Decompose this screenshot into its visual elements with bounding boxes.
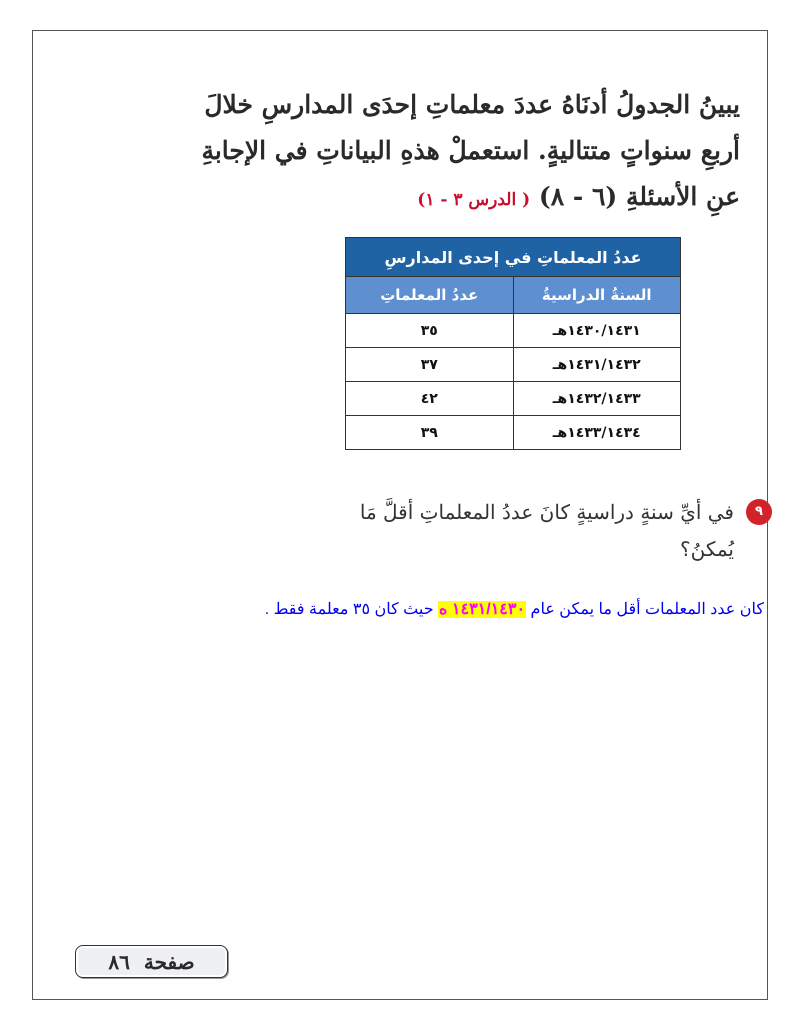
page-label: صفحة <box>143 949 195 974</box>
page-number-tag <box>75 945 228 978</box>
teachers-table <box>345 237 681 450</box>
answer-text <box>64 598 764 622</box>
page-number: ٨٦ <box>108 949 130 974</box>
table-row <box>346 382 681 416</box>
count-cell: ٣٧ <box>346 348 514 382</box>
intro-line-3 <box>120 174 740 223</box>
count-cell: ٣٥ <box>346 314 514 348</box>
table-row <box>346 314 681 348</box>
intro-paragraph <box>120 82 740 223</box>
table-row <box>346 348 681 382</box>
year-cell: ١٤٣٢/١٤٣٣هـ <box>513 382 681 416</box>
year-cell: ١٤٣٣/١٤٣٤هـ <box>513 416 681 450</box>
column-header-year: السنةُ الدراسيةُ <box>513 277 681 314</box>
answer-after: حيث كان ٣٥ معلمة فقط . <box>264 601 434 618</box>
count-cell: ٤٢ <box>346 382 514 416</box>
question-line-2: يُمكنُ؟ <box>679 537 734 561</box>
question-9 <box>334 494 763 568</box>
question-line-1: في أيِّ سنةٍ دراسيةٍ كانَ عددُ المعلماتِ أقلَّ مَا <box>359 500 734 524</box>
column-header-count: عددُ المعلماتِ <box>346 277 514 314</box>
intro-line-1: يبينُ الجدولُ أدنَاهُ عددَ معلماتِ إحدَى المدارسِ خلالَ <box>204 90 740 119</box>
answer-before: كان عدد المعلمات أقل ما يمكن عام <box>530 601 764 618</box>
answer-highlight: ١٤٣١/١٤٣٠ ه <box>439 601 526 618</box>
question-range: (٦ - ٨) <box>538 182 618 211</box>
intro-line-3-text: عنِ الأسئلةِ <box>625 182 740 211</box>
table-caption: عددُ المعلماتِ في إحدى المدارسِ <box>346 238 681 277</box>
year-cell: ١٤٣١/١٤٣٢هـ <box>513 348 681 382</box>
question-number-badge: ٩ <box>746 499 772 525</box>
lesson-reference: ( الدرس ٣ - ١) <box>417 190 531 210</box>
intro-line-2: أربعِ سنواتٍ متتاليةٍ. استعملْ هذهِ البياناتِ في الإجابةِ <box>201 136 740 165</box>
count-cell: ٣٩ <box>346 416 514 450</box>
year-cell: ١٤٣٠/١٤٣١هـ <box>513 314 681 348</box>
table-row <box>346 416 681 450</box>
